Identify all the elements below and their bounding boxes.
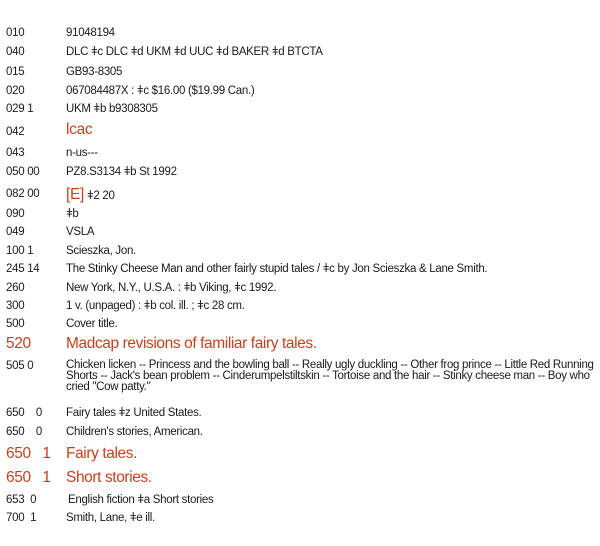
field-content: Chicken licken -- Princess and the bowling ball -- Really ugly duckling -- Other frog prince -- Little Red Running Shorts -- Jack's bean problem -- Cinderumpelstiltskin -- Tortoise and the hair -- Stinky cheese man -- Boy who cried "Cow patty.": [66, 359, 594, 393]
field-content-highlighted: [E]: [66, 186, 85, 203]
field-content: 067084487X : ǂc $16.00 ($19.99 Can.): [66, 85, 255, 97]
field-tag: 650 1: [6, 445, 51, 462]
field-content: Children's stories, American.: [66, 426, 203, 438]
field-content-highlighted: lcac: [66, 121, 93, 138]
field-content: PZ8.S3134 ǂb St 1992: [66, 166, 177, 178]
field-tag: 029 1: [6, 103, 34, 115]
field-tag: 653 0: [6, 494, 37, 506]
field-content: GB93-8305: [66, 66, 123, 78]
field-tag: 050 00: [6, 166, 40, 178]
field-tag: 520: [6, 335, 31, 352]
field-tag: 260: [6, 282, 25, 294]
field-content: Smith, Lane, ǂe ill.: [66, 512, 155, 524]
field-content: 1 v. (unpaged) : ǂb col. ill. ; ǂc 28 cm.: [66, 300, 245, 312]
field-tag: 700 1: [6, 512, 37, 524]
field-content-highlighted: Fairy tales.: [66, 445, 137, 462]
field-tag: 245 14: [6, 263, 40, 275]
field-content: New York, N.Y., U.S.A. : ǂb Viking, ǂc 1992.: [66, 282, 277, 294]
field-content: n-us---: [66, 147, 98, 159]
field-content: VSLA: [66, 226, 95, 238]
field-tag: 500: [6, 318, 25, 330]
field-content: ǂb: [66, 208, 79, 220]
field-tag: 650 0: [6, 407, 42, 419]
field-tag: 650 0: [6, 426, 42, 438]
field-content: Fairy tales ǂz United States.: [66, 407, 202, 419]
field-content: DLC ǂc DLC ǂd UKM ǂd UUC ǂd BAKER ǂd BTCTA: [66, 46, 323, 58]
field-content-highlighted: Madcap revisions of familiar fairy tales.: [66, 335, 317, 352]
field-tag: 020: [6, 85, 25, 97]
field-content: 91048194: [66, 27, 115, 39]
field-tag: 505 0: [6, 360, 34, 372]
field-tag: 043: [6, 147, 25, 159]
field-content: UKM ǂb b9308305: [66, 103, 158, 115]
field-tag: 040: [6, 46, 25, 58]
field-content: English fiction ǂa Short stories: [68, 494, 214, 506]
field-tag: 049: [6, 226, 25, 238]
field-content: The Stinky Cheese Man and other fairly stupid tales / ǂc by Jon Scieszka & Lane Smith.: [66, 263, 488, 275]
field-content: [E] ǂ2 20: [66, 186, 115, 203]
field-content-highlighted: Short stories.: [66, 469, 152, 486]
field-tag: 100 1: [6, 245, 34, 257]
field-content: Scieszka, Jon.: [66, 245, 136, 257]
field-tag: 650 1: [6, 469, 51, 486]
field-tag: 042: [6, 126, 25, 138]
field-tag: 300: [6, 300, 25, 312]
field-tag: 015: [6, 66, 25, 78]
field-content: Cover title.: [66, 318, 118, 330]
field-tag: 090: [6, 208, 25, 220]
field-tag: 010: [6, 27, 25, 39]
field-tag: 082 00: [6, 188, 40, 200]
